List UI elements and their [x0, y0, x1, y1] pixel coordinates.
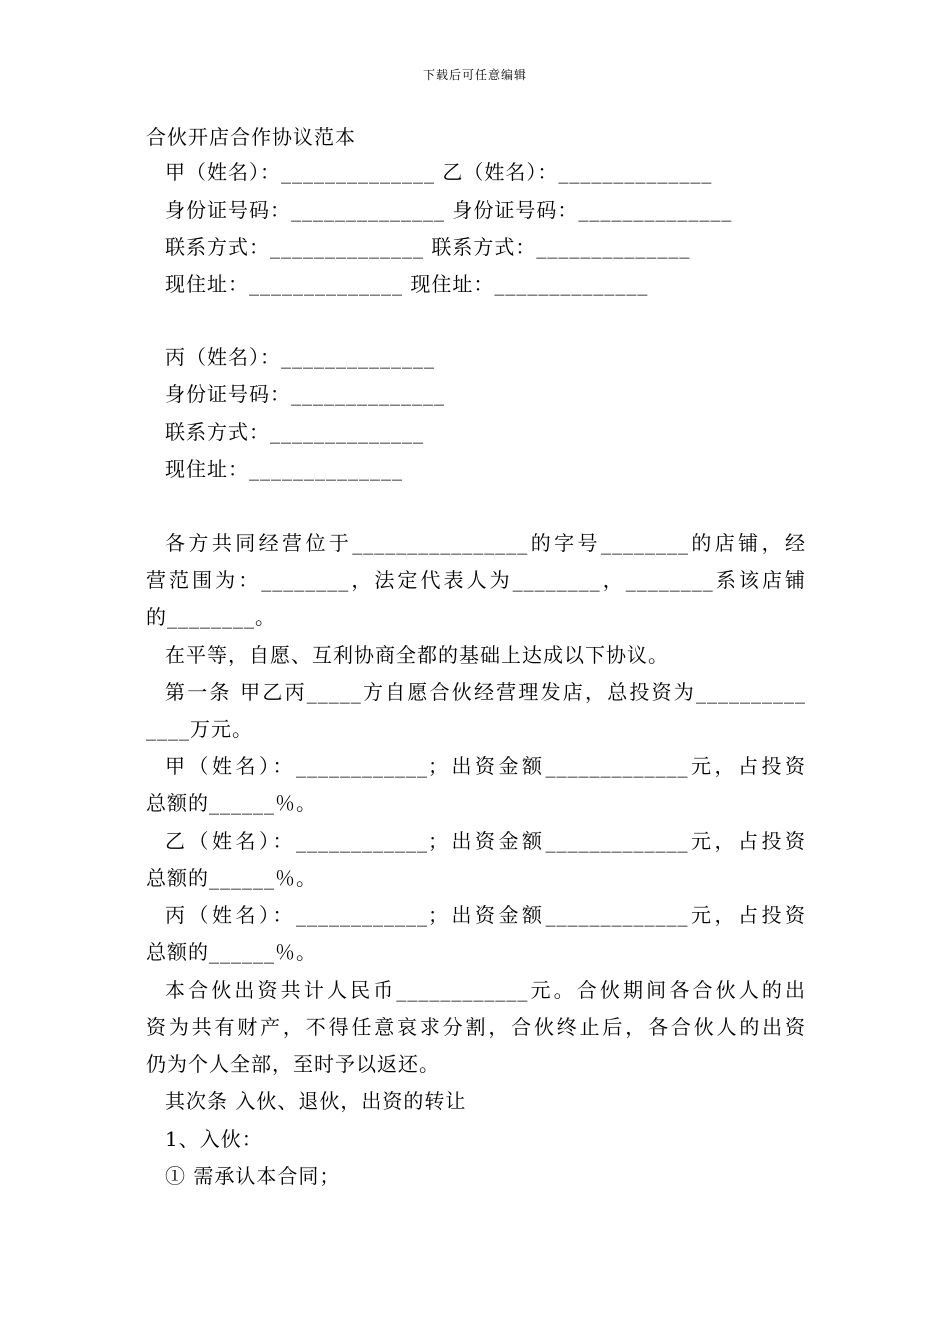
paragraph-line: 仍为个人全部，至时予以返还。	[146, 1052, 440, 1076]
party-c-investment-line: 丙（姓名）：____________；出资金额_____________元，占投资	[165, 903, 806, 927]
paragraph-line: 资为共有财产，不得任意哀求分割，合伙终止后，各合伙人的出资	[146, 1015, 806, 1039]
party-a-b-address-line: 现住址：______________ 现住址：______________	[165, 272, 649, 296]
party-a-b-contact-line: 联系方式：______________ 联系方式：______________	[165, 235, 691, 259]
party-c-contact-line: 联系方式：______________	[165, 420, 424, 444]
paragraph-line: 在平等，自愿、互利协商全都的基础上达成以下协议。	[165, 643, 669, 667]
page-header: 下载后可任意编辑	[422, 68, 527, 82]
party-b-investment-line: 乙（姓名）：____________；出资金额_____________元，占投资	[165, 829, 806, 853]
article-two-heading: 其次条 入伙、退伙，出资的转让	[165, 1089, 467, 1113]
list-item: ① 需承认本合同；	[165, 1164, 341, 1188]
document-title: 合伙开店合作协议范本	[146, 125, 356, 149]
article-one-line: 第一条 甲乙丙_____方自愿合伙经营理发店，总投资为__________	[165, 680, 806, 704]
party-a-b-name-line: 甲（姓名）：______________ 乙（姓名）：______________	[165, 160, 713, 184]
paragraph-line: 总额的______％。	[146, 866, 317, 890]
party-c-name-line: 丙（姓名）：______________	[165, 345, 435, 369]
paragraph-line: ____万元。	[146, 717, 253, 741]
list-item: 1、入伙：	[165, 1127, 263, 1151]
party-c-address-line: 现住址：______________	[165, 457, 403, 481]
party-c-id-line: 身份证号码：______________	[165, 382, 445, 406]
party-a-investment-line: 甲（姓名）：____________；出资金额_____________元，占投资	[165, 754, 806, 778]
paragraph-line: 总额的______％。	[146, 791, 317, 815]
paragraph-line: 各方共同经营位于________________的字号________的店铺，经	[165, 531, 806, 555]
paragraph-line: 的________。	[146, 605, 276, 629]
paragraph-line: 营范围为：________，法定代表人为________，________系该店铺	[146, 568, 806, 592]
paragraph-line: 本合伙出资共计人民币____________元。合伙期间各合伙人的出	[165, 978, 806, 1002]
party-a-b-id-line: 身份证号码：______________ 身份证号码：______________	[165, 198, 733, 222]
paragraph-line: 总额的______％。	[146, 940, 317, 964]
